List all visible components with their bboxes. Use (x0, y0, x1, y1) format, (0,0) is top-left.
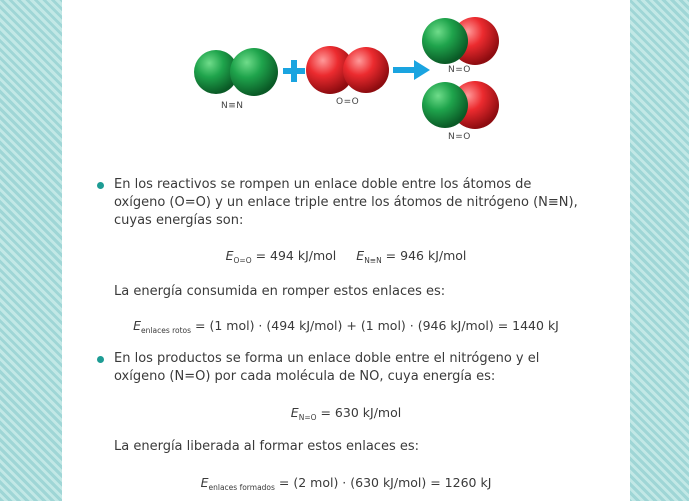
energy-value: = 946 kJ/mol (381, 248, 467, 263)
energy-subscript: N≡N (364, 256, 382, 265)
bullet-dot (97, 356, 104, 363)
energy-symbol: E (200, 475, 209, 490)
reaction-illustration (62, 0, 630, 160)
plus-icon (283, 60, 305, 82)
product2-label: N=O (448, 132, 471, 142)
followup-text-consumed: La energía consumida en romper estos enlaces es: (114, 284, 446, 299)
formula-bond-energy-products (62, 405, 630, 422)
oxygen-molecule-icon (306, 46, 389, 94)
energy-calculation: = (1 mol) · (494 kJ/mol) + (1 mol) · (946 kJ/mol) = 1440 kJ (191, 318, 559, 333)
formula-bond-energies-reactants (62, 248, 630, 265)
energy-calculation: = (2 mol) · (630 kJ/mol) = 1260 kJ (274, 475, 492, 490)
bullet-dot (97, 182, 104, 189)
followup-text-released: La energía liberada al formar estos enlaces es: (114, 439, 419, 454)
energy-subscript: enlaces formados (208, 483, 275, 492)
nitric-oxide-molecule-icon (422, 17, 499, 65)
formula-energy-released (62, 475, 630, 492)
bullet-text-products: En los productos se forma un enlace doble entre el nitrógeno y el oxígeno (N=O) por cada molécula de NO, cuya energía es: (114, 351, 540, 384)
energy-symbol: E (225, 248, 234, 263)
content-page (62, 0, 630, 501)
energy-value: = 630 kJ/mol (316, 405, 402, 420)
reaction-diagram (62, 0, 630, 160)
reactant1-label: N≡N (221, 101, 244, 111)
energy-subscript: N=O (298, 413, 317, 422)
energy-symbol: E (356, 248, 365, 263)
product1-label: N=O (448, 65, 471, 75)
nitrogen-molecule-icon (194, 48, 278, 96)
energy-subscript: enlaces rotos (141, 326, 192, 335)
bullet-text-reactants: En los reactivos se rompen un enlace doble entre los átomos de oxígeno (O=O) y un enlace triple entre los átomos de nitrógeno (N≡N), cuyas energías son: (114, 177, 578, 228)
energy-value: = 494 kJ/mol (251, 248, 337, 263)
reactant2-label: O=O (336, 97, 360, 107)
energy-symbol: E (290, 405, 299, 420)
energy-symbol: E (133, 318, 142, 333)
formula-energy-consumed (62, 318, 630, 335)
energy-subscript: O=O (233, 256, 252, 265)
nitric-oxide-molecule-icon (422, 81, 499, 129)
arrow-right-icon (393, 60, 430, 80)
